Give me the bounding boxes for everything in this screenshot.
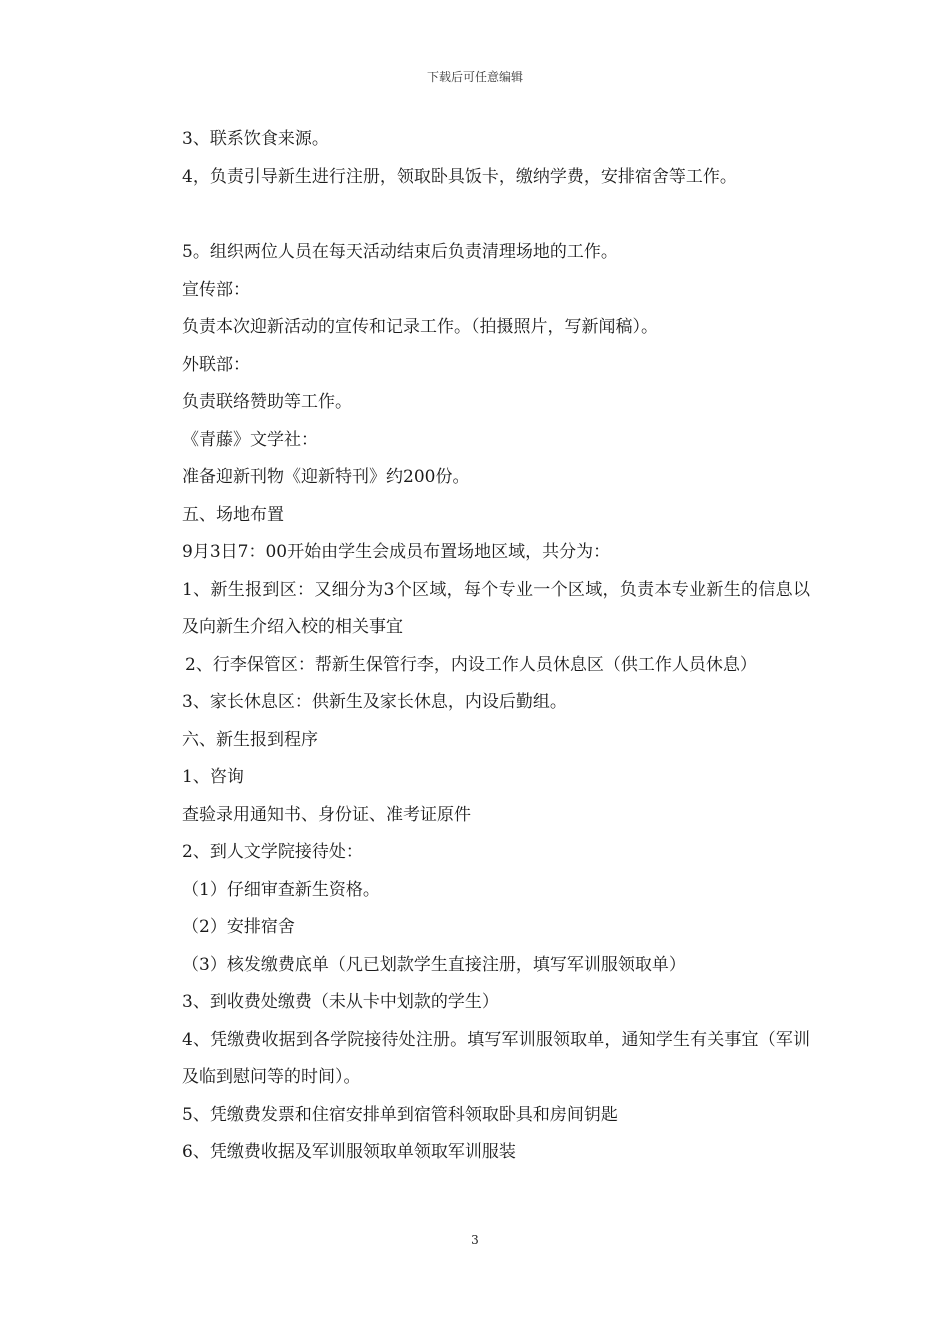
- paragraph: （1）仔细审查新生资格。: [182, 879, 380, 900]
- document-body: [145, 121, 810, 1172]
- paragraph: 5。组织两位人员在每天活动结束后负责清理场地的工作。: [182, 242, 618, 262]
- paragraph: 2、行李保管区：帮新生保管行李，内设工作人员休息区（供工作人员休息）: [185, 654, 757, 675]
- section-label: 《青藤》文学社：: [182, 429, 318, 450]
- paragraph: 1、咨询: [182, 767, 244, 787]
- paragraph: 4、凭缴费收据到各学院接待处注册。填写军训服领取单，通知学生有关事宜（军训及临到慰问等的时间）。: [182, 1029, 810, 1087]
- paragraph: （2）安排宿舍: [182, 917, 295, 937]
- paragraph: 2、到人文学院接待处：: [182, 842, 363, 862]
- paragraph: 1、新生报到区：又细分为3个区域，每个专业一个区域，负责本专业新生的信息以及向新生介绍入校的相关事宜: [182, 579, 810, 637]
- paragraph: 3、到收费处缴费（未从卡中划款的学生）: [182, 992, 499, 1012]
- section-label: 宣传部：: [182, 279, 250, 300]
- paragraph: （3）核发缴费底单（凡已划款学生直接注册，填写军训服领取单）: [182, 954, 686, 975]
- page-number: 3: [471, 1233, 479, 1247]
- page-header: 下载后可任意编辑: [426, 70, 523, 84]
- blank-line: [145, 196, 810, 234]
- paragraph: 查验录用通知书、身份证、准考证原件: [182, 804, 471, 825]
- paragraph: 5、凭缴费发票和住宿安排单到宿管科领取卧具和房间钥匙: [182, 1104, 618, 1125]
- paragraph: 负责本次迎新活动的宣传和记录工作。（拍摄照片，写新闻稿）。: [182, 317, 658, 337]
- paragraph: 3、联系饮食来源。: [182, 129, 329, 149]
- paragraph: 3、家长休息区：供新生及家长休息，内设后勤组。: [182, 692, 567, 712]
- paragraph: 4，负责引导新生进行注册，领取卧具饭卡，缴纳学费，安排宿舍等工作。: [182, 166, 737, 187]
- section-heading: 六、新生报到程序: [182, 729, 318, 750]
- section-label: 外联部：: [182, 354, 250, 375]
- paragraph: 6、凭缴费收据及军训服领取单领取军训服装: [182, 1142, 516, 1162]
- paragraph: 9月3日7：00开始由学生会成员布置场地区域，共分为：: [182, 542, 611, 562]
- section-heading: 五、场地布置: [182, 504, 284, 525]
- paragraph: 准备迎新刊物《迎新特刊》约200份。: [182, 467, 470, 487]
- paragraph: 负责联络赞助等工作。: [182, 392, 352, 412]
